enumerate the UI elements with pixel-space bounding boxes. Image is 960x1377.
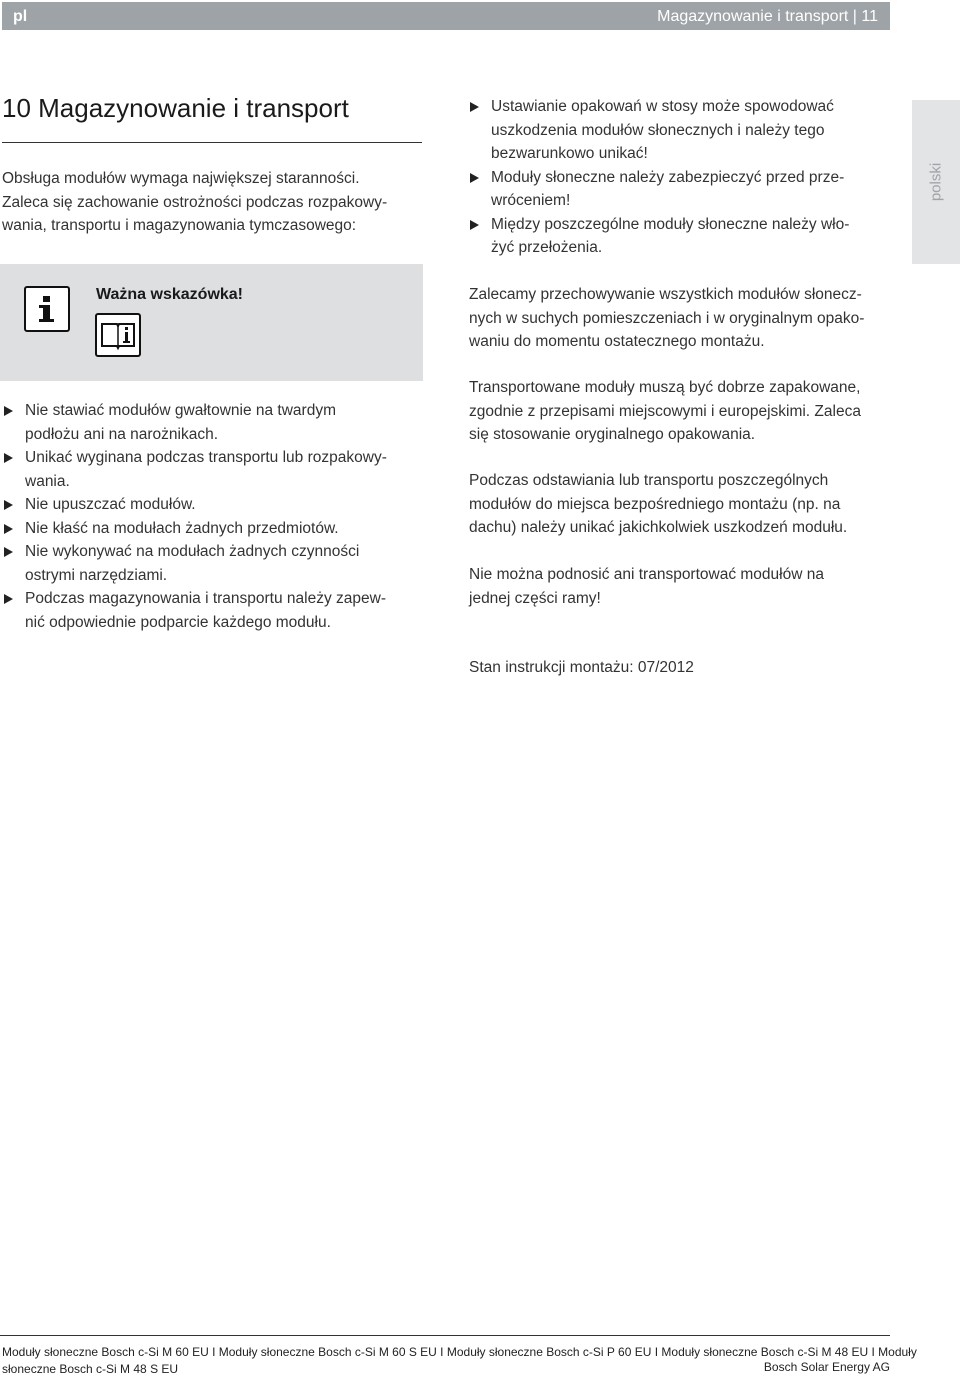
list-item: Nie stawiać modułów gwałtownie na twardym podłożu ani na narożnikach.	[2, 399, 387, 446]
footer-divider	[0, 1335, 890, 1336]
triangle-bullet-icon	[470, 173, 479, 183]
intro-line: Obsługa modułów wymaga największej staranności.	[2, 170, 360, 187]
intro-paragraph	[2, 167, 387, 238]
chapter-title: 10 Magazynowanie i transport	[2, 93, 349, 123]
triangle-bullet-icon	[4, 524, 13, 534]
placement-paragraph: Podczas odstawiania lub transportu poszczególnych modułów do miejsca bezpośredniego montażu (np. na dachu) należy unikać jakichkolwiek uszkodzeń modułu.	[469, 472, 848, 536]
triangle-bullet-icon	[4, 453, 13, 463]
triangle-bullet-icon	[4, 547, 13, 557]
intro-line: Zaleca się zachowanie ostrożności podczas rozpakowy-	[2, 193, 388, 211]
list-item: Podczas magazynowania i transportu należy zapew- nić odpowiednie podparcie każdego modułu.	[2, 587, 387, 634]
language-side-tab-label: polski	[927, 162, 945, 202]
list-item: Nie upuszczać modułów.	[2, 493, 387, 517]
header-bar	[2, 2, 890, 30]
running-title: Magazynowanie i transport | 11	[657, 8, 878, 25]
revision-status: Stan instrukcji montażu: 07/2012	[469, 659, 694, 676]
triangle-bullet-icon	[4, 500, 13, 510]
triangle-bullet-icon	[470, 220, 479, 230]
footer-company: Bosch Solar Energy AG	[763, 1360, 890, 1374]
list-item: Moduły słoneczne należy zabezpieczyć przed prze- wróceniem!	[468, 166, 849, 213]
list-item: Unikać wyginana podczas transportu lub rozpakowy- wania.	[2, 446, 387, 493]
title-divider	[2, 142, 422, 143]
note-title: Ważna wskazówka!	[96, 286, 244, 303]
list-item: Ustawianie opakowań w stosy może spowodować uszkodzenia modułów słonecznych i należy tego bezwarunkowo unikać!	[468, 95, 849, 166]
triangle-bullet-icon	[4, 594, 13, 604]
list-item: Między poszczególne moduły słoneczne należy wło- żyć przełożenia.	[468, 213, 849, 260]
left-bullet-list	[2, 399, 387, 634]
language-side-tab	[912, 100, 960, 264]
storage-paragraph: Zalecamy przechowywanie wszystkich modułów słonecz- nych w suchych pomieszczeniach i w oryginalnym opako- waniu do momentu ostatecznego montażu.	[469, 286, 865, 350]
book-info-icon	[95, 313, 141, 357]
footer-product-list: Moduły słoneczne Bosch c-Si M 60 EU I Moduły słoneczne Bosch c-Si M 60 S EU I Moduły słoneczne Bosch c-Si P 60 EU I Moduły słoneczne Bosch c-Si M 48 EU I Moduły słoneczne Bosch c-Si M 48 S EU	[2, 1345, 917, 1376]
frame-warning-paragraph: Nie można podnosić ani transportować modułów na jednej części ramy!	[469, 566, 824, 607]
intro-line: wania, transportu i magazynowania tymczasowego:	[2, 217, 357, 234]
packaging-paragraph: Transportowane moduły muszą być dobrze zapakowane, zgodnie z przepisami miejscowymi i europejskimi. Zaleca się stosowanie oryginalnego opakowania.	[469, 379, 861, 443]
list-item: Nie kłaść na modułach żadnych przedmiotów.	[2, 517, 387, 541]
info-icon	[24, 286, 70, 332]
list-item: Nie wykonywać na modułach żadnych czynności ostrymi narzędziami.	[2, 540, 387, 587]
triangle-bullet-icon	[4, 406, 13, 416]
right-bullet-list	[468, 95, 849, 260]
triangle-bullet-icon	[470, 102, 479, 112]
language-code: pl	[13, 8, 28, 25]
